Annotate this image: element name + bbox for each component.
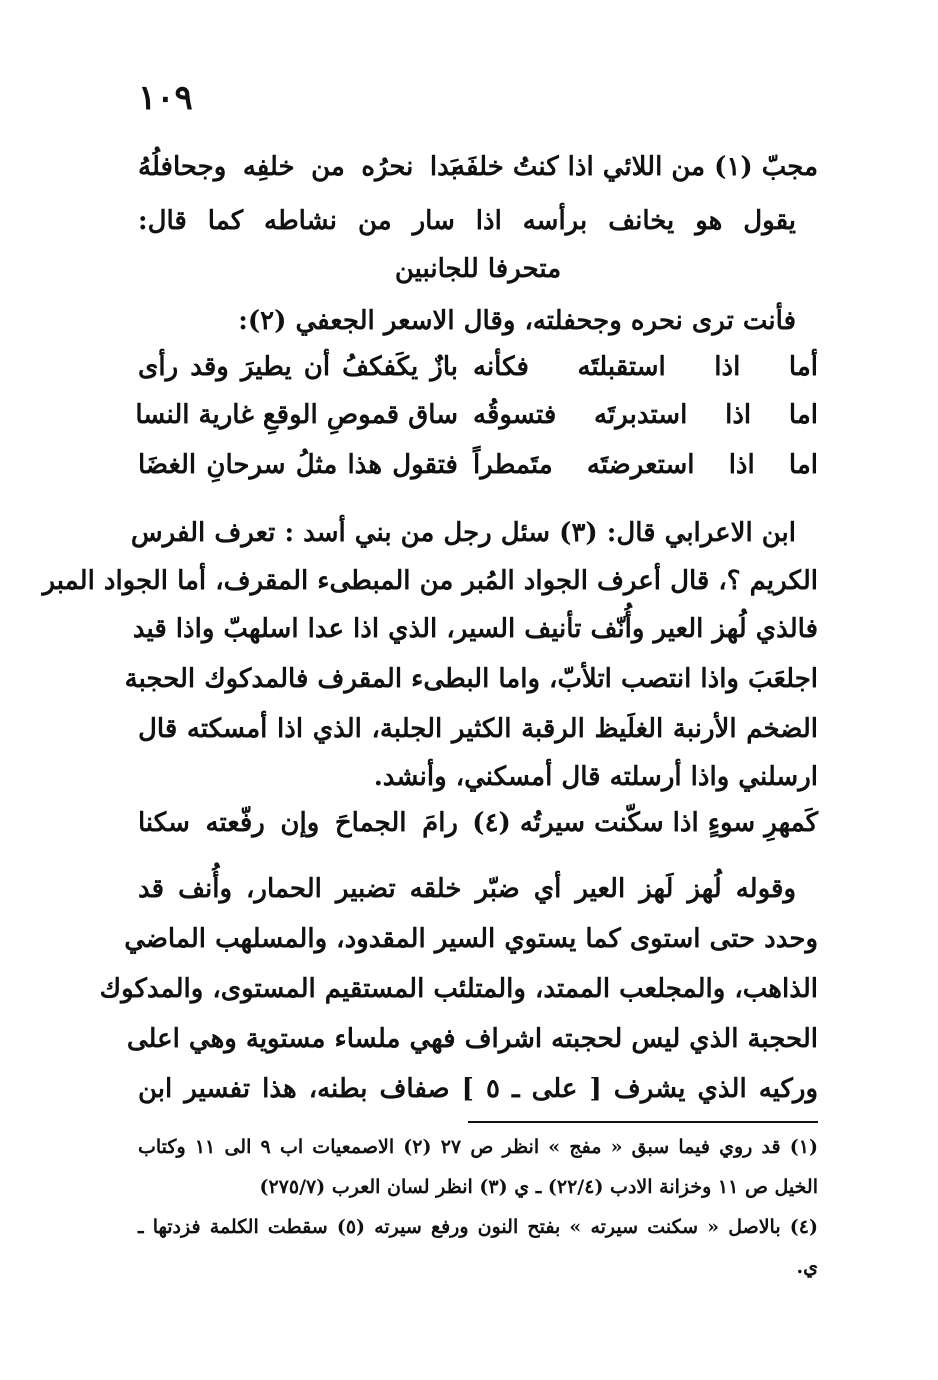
- verse-line: [138, 800, 818, 846]
- paragraph-line: الكريم ؟، قال أعرف الجواد المُبر من المبطىء المقرف، أما الجواد المبر: [42, 566, 818, 596]
- verse-hemistich-second: رامَ الجماحَ وإن رفّعته سكنا: [138, 808, 458, 838]
- paragraph-line: فالذي لُهز العير وأُنّف تأنيف السير، الذي اذا عدا اسلهبّ واذا قيد: [132, 614, 818, 644]
- verse-hemistich-second: فتقول هذا مثلُ سرحانِ الغضَا: [138, 450, 458, 480]
- paragraph-line: اجلعَبَ واذا انتصب اتلأبّ، واما البطىء المقرف فالمدكوك الحجبة: [124, 664, 818, 694]
- footnote-line: ي.: [796, 1256, 818, 1278]
- paragraph-line: ابن الاعرابي قال: (٣) سئل رجل من بني أسد : تعرف الفرس: [130, 518, 796, 548]
- paragraph-line: الحجبة الذي ليس لحجبته اشراف فهي ملساء مستوية وهي اعلى: [126, 1024, 818, 1054]
- page-number: ١٠٩: [138, 78, 193, 118]
- text-line: فأنت ترى نحره وجحفلته، وقال الاسعر الجعفي (٢):: [238, 306, 796, 336]
- text-line-centered: متحرفا للجانبين: [394, 254, 562, 284]
- footnote-divider: [468, 1121, 818, 1123]
- paragraph-line: وقوله لُهز لَهز العير أي ضبّر خلقه تضبير الحمار، وأُنف قد: [138, 874, 796, 904]
- verse-hemistich-first: أما اذا استقبلتَه فكأنه: [473, 352, 818, 382]
- verse-hemistich-first: اما اذا استدبرتَه فتسوقُه: [473, 400, 818, 430]
- verse-line: [138, 344, 818, 390]
- footnote-line: (٤) بالاصل « سكنت سيرته » بفتح النون ورفع سيرته (٥) سقطت الكلمة فزدتها ـ: [138, 1216, 818, 1238]
- verse-hemistich-first: اما اذا استعرضتَه متَمطراً: [473, 450, 818, 480]
- verse-hemistich-second: ساق قموصِ الوقعِ غارية النسا: [135, 400, 458, 430]
- paragraph-line: الذاهب، والمجلعب الممتد، والمتلئب المستقيم المستوى، والمدكوك: [99, 974, 818, 1004]
- paragraph-line: وحدد حتى استوى كما يستوي السير المقدود، والمسلهب الماضي: [124, 924, 818, 954]
- verse-line: [138, 442, 818, 488]
- verse-line: [138, 144, 818, 190]
- paragraph-line: وركيه الذي يشرف [ على ـ ٥ ] صفاف بطنه، هذا تفسير ابن: [138, 1074, 818, 1104]
- footnote-line: الخيل ص ١١ وخزانة الادب (٢٢/٤) ـ ي (٣) انظر لسان العرب (٢٧٥/٧): [259, 1176, 818, 1198]
- paragraph-line: الضخم الأرنبة الغلَيظ الرقبة الكثير الجلبة، الذي اذا أمسكته قال: [138, 714, 818, 744]
- verse-hemistich-first: كَمهرِ سوءٍ اذا سكّنت سيرتُه (٤): [472, 808, 818, 838]
- verse-line: [135, 392, 818, 438]
- text-line: يقول هو يخانف برأسه اذا سار من نشاطه كما قال:: [138, 206, 796, 236]
- verse-hemistich-first: مجبّ (١) من اللائي اذا كنتُ خلفَه: [452, 152, 818, 182]
- verse-hemistich-second: بَدا نحرُه من خلفِه وجحافلُهُ: [138, 152, 458, 182]
- paragraph-line: ارسلني واذا أرسلته قال أمسكني، وأنشد.: [373, 762, 818, 792]
- footnote-line: (١) قد روي فيما سبق « مفج » انظر ص ٢٧ (٢) الاصمعيات اب ٩ الى ١١ وكتاب: [138, 1136, 819, 1158]
- verse-hemistich-second: بازٌ يكَفكفُ أن يطيرَ وقد رأى: [138, 352, 458, 382]
